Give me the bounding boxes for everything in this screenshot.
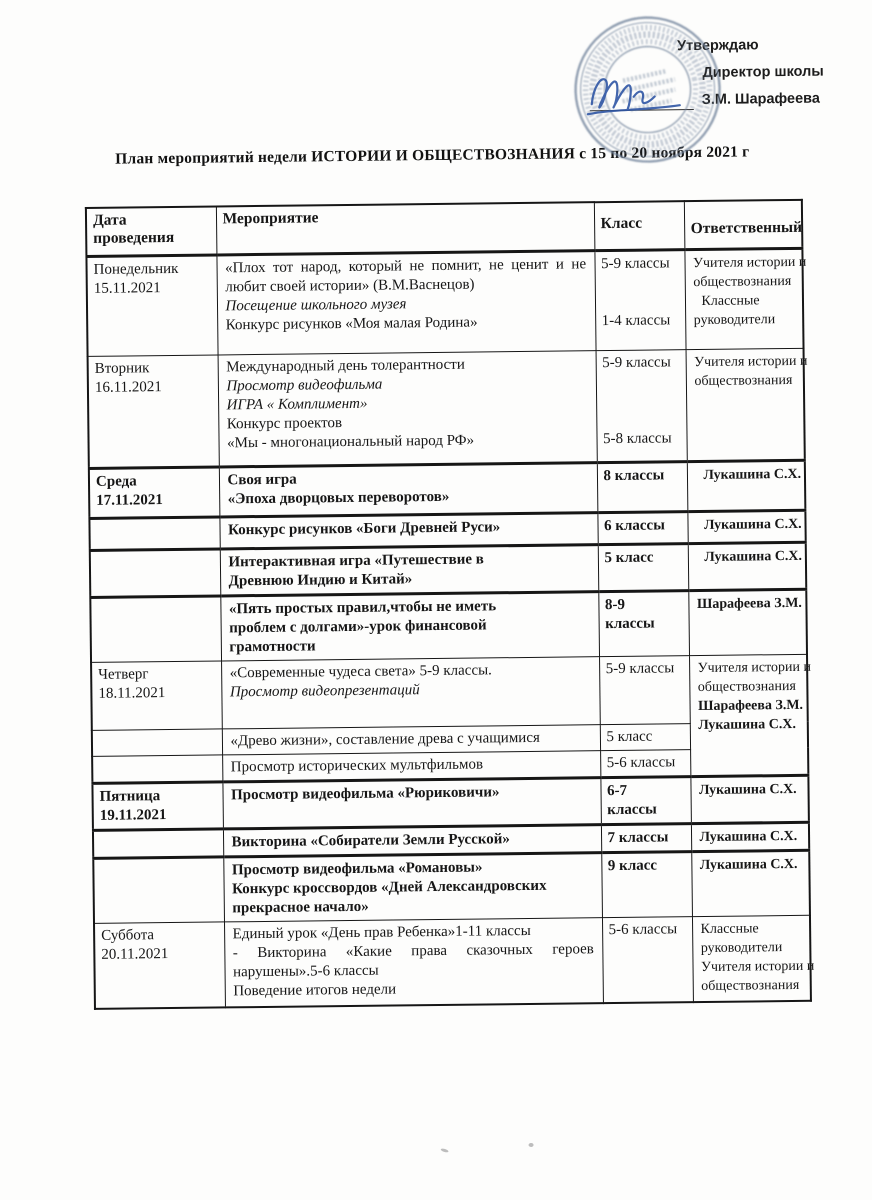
text-line [603,410,680,430]
text-line: «Древо жизни», составление древа с учащимися [230,729,540,749]
text-line: 20.11.2021 [101,945,169,963]
cell-class [600,723,690,750]
events-table [85,199,815,1010]
text-line: Учителя истории и [692,254,807,271]
text-line: грамотности [229,637,316,655]
cell-event [219,462,598,516]
text-line: Классные [700,920,759,937]
cell-event [221,656,600,728]
text-line: 7 классы [607,828,669,846]
cell-resp [687,460,806,511]
text-line: Учителя истории и [700,958,815,975]
cell-date [93,856,224,922]
text-line: Конкурс кроссвордов «Дней Александровских [232,877,547,897]
events-table-wrap [85,199,815,1010]
text-line: Лукашина С.Х. [703,466,802,483]
text-line [603,391,680,411]
cell-event [222,750,600,781]
text-line: Классные [701,292,760,309]
text-line [602,372,679,392]
text-line: руководители [700,939,783,956]
text-line: «Плох тот народ, который не помнит, не ценит и не любит своей истории» (В.М.Васнецов) [224,255,587,295]
approver-role: Директор школы [702,63,824,81]
cell-event [223,824,601,856]
cell-date [92,781,223,829]
text-line: Конкурс проектов [226,414,343,432]
text-line: «Пять простых правил,чтобы не иметь [228,597,497,617]
text-line: «Современные чудеса света» 5-9 классы. [229,661,492,681]
text-line [601,292,678,312]
text-line: 8-9 [604,596,626,613]
cell-resp [688,542,807,590]
text-line: - Викторина «Какие права сказочных героев нарушены».5-6 классы [232,940,594,980]
cell-event [220,544,599,595]
cell-date [94,921,225,1008]
text-line: «Мы - многонациональный народ РФ» [226,432,475,451]
text-line: Посещение школьного музея [225,295,407,314]
text-line: прекрасное начало» [232,898,369,916]
text-line: Международный день толерантности [226,356,465,375]
text-line: обществознания [694,372,793,389]
header-resp: Ответственный [684,200,803,249]
text-line: обществознания [693,273,792,290]
text-line: 5 класс [604,549,654,566]
text-line: Вторник [94,359,150,377]
cell-date [92,754,222,782]
cell-class [597,511,687,544]
text-line: 5-8 классы [602,429,672,447]
text-line: Лукашина С.Х. [703,516,802,533]
cell-class [599,655,690,724]
text-line: Пятница [99,787,161,805]
cell-resp [687,510,805,543]
text-line: 6-7 [606,782,628,799]
text-line: Своя игра [227,471,297,488]
text-line: обществознания [697,678,796,695]
cell-event [219,512,597,548]
text-line: Поведение итогов недели [233,980,397,999]
text-line: Учителя истории и [694,353,808,370]
text-line: Лукашина С.Х. [704,548,803,565]
cell-event [222,777,601,828]
cell-date [92,728,222,755]
text-line: Шарафеева З.М. [697,697,804,714]
cell-class [598,543,689,591]
text-line: 19.11.2021 [99,806,167,824]
cell-event [223,852,602,921]
text-line: «Эпоха дворцовых переворотов» [227,488,450,507]
text-line: 1-4 классы [601,311,671,329]
cell-class [600,776,691,824]
cell-class [594,249,685,350]
table-header-row [86,200,802,256]
text-line: 6 классы [603,516,665,534]
cell-date [93,828,223,857]
cell-resp [688,589,807,655]
text-line: 5-6 классы [608,920,678,938]
cell-class [596,349,687,462]
cell-resp [689,654,812,776]
text-line: Лукашина С.Х. [699,856,798,873]
table-row [88,348,805,468]
cell-class [600,749,690,777]
table-row [89,460,806,518]
cell-resp [686,348,808,461]
pen-speck [440,1148,449,1153]
text-line: 5-9 классы [600,254,670,272]
text-line: 15.11.2021 [93,279,161,297]
cell-date [86,254,217,355]
text-line: проблем с долгами»-урок финансовой [229,616,487,636]
cell-date [89,466,220,517]
schedule-table-body [86,248,815,1009]
approval-label: Утверждаю [677,37,759,55]
text-line: Учителя истории и [697,659,812,676]
text-line: Просмотр видеопрезентаций [229,681,420,700]
table-row [86,248,803,356]
header-event: Мероприятие [216,202,595,254]
text-line: Просмотр видеофильма «Романовы» [231,858,483,878]
text-line: Викторина «Собиратели Земли Русской» [231,830,510,850]
cell-event [220,591,599,660]
text-line: Лукашина С.Х. [698,716,797,733]
cell-date [88,354,219,467]
cell-date [90,595,221,661]
cell-resp [690,775,809,823]
text-line: Просмотр видеофильма [226,376,383,394]
cell-resp [684,248,807,349]
header-class: Класс [594,201,685,250]
table-row [90,542,806,597]
table-row [92,775,808,830]
text-line: Единый урок «День прав Ребенка»1-11 классы [232,922,531,942]
cell-resp [691,850,810,916]
cell-date [90,548,221,596]
text-line: руководители [693,311,776,328]
text-line: Интерактивная игра «Путешествие в [228,550,484,570]
cell-class [601,851,692,917]
cell-class [601,823,691,852]
text-line: 5-9 классы [605,659,675,677]
text-line: 5 класс [606,728,653,745]
cell-class [597,461,688,512]
table-row [94,915,811,1009]
text-line: 16.11.2021 [94,378,162,396]
cell-event [224,917,603,1007]
text-line: Конкурс рисунков «Боги Древней Руси» [227,518,501,538]
text-line: 5-9 классы [602,353,671,371]
text-line: Понедельник [93,260,179,278]
text-line [601,273,678,293]
table-row [91,654,808,730]
handwritten-signature [581,67,694,131]
cell-date [89,516,219,549]
text-line: 9 класс [607,857,658,874]
text-line: 5-6 классы [606,753,676,771]
header-date-label: Дата проведения [92,211,175,247]
cell-resp [691,822,809,851]
text-line: ИГРА « Комплимент» [226,395,368,413]
text-line: Шарафеева З.М. [696,595,802,612]
text-line: 8 классы [603,466,665,484]
text-line: Лукашина С.Х. [699,828,798,845]
cell-date [91,660,222,729]
text-line: Просмотр исторических мультфильмов [230,755,484,775]
text-line: Среда [95,472,137,490]
text-line: Древнюю Индию и Китай» [228,570,413,589]
cell-event [216,250,595,354]
table-row [90,589,807,662]
document-title: План мероприятий недели ИСТОРИИ И ОБЩЕСТВОЗНАНИЯ с 15 по 20 ноября 2021 г [115,143,750,168]
cell-class [602,916,693,1003]
approver-name: З.М. Шарафеева [701,90,821,108]
table-row [93,850,810,923]
header-date [86,206,217,255]
text-line: Четверг [98,665,149,683]
cell-resp [692,915,815,1002]
text-line: 17.11.2021 [96,491,163,509]
text-line: обществознания [701,977,800,994]
cell-class [598,590,689,656]
text-line: классы [605,615,655,632]
text-line: Просмотр видеофильма «Рюриковичи» [230,783,500,803]
cell-event [218,350,597,466]
text-line: 18.11.2021 [98,684,166,702]
text-line: Суббота [101,926,155,944]
text-line: Конкурс рисунков «Моя малая Родина» [225,314,478,333]
pen-speck [529,1143,534,1147]
text-line: классы [607,801,657,818]
text-line: Лукашина С.Х. [698,781,797,798]
